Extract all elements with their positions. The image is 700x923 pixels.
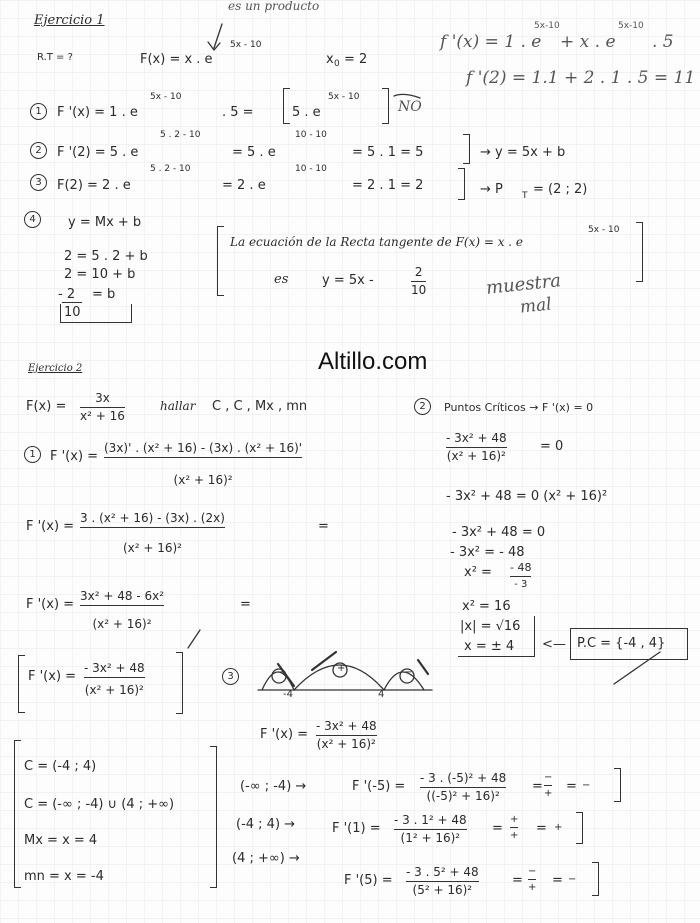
ex2-step2-num: - 3x² + 48 — [446, 431, 507, 445]
ex2-interval3-num: - 3 . 5² + 48 — [406, 865, 479, 879]
ex2-interval1-eq2: = — [566, 779, 577, 794]
ex1-step1-exp: 5x - 10 — [150, 92, 182, 102]
ex1-step1-bracket-text: 5 . e — [292, 105, 321, 120]
ex1-step4-line4: - 2 — [58, 287, 76, 302]
ex2-step1c-num: 3x² + 48 - 6x² — [80, 589, 165, 603]
ex2-interval1-den: ((-5)² + 16)² — [426, 789, 500, 804]
ex2-result-mn: mn = x = -4 — [24, 869, 104, 884]
ex2-interval3-eq: = — [512, 873, 523, 888]
ex2-interval1-lhs: F '(-5) = — [352, 779, 406, 794]
ex2-step1d-num: - 3x² + 48 — [84, 661, 145, 675]
ex1-result-frac-den: 10 — [411, 283, 427, 298]
ex1-step1-text: F '(x) = 1 . e — [57, 105, 138, 120]
ex2-interval3-sign-den: + — [528, 882, 537, 893]
ex2-step3-sign-neg: − — [276, 667, 285, 678]
ex1-step4-line2: 2 = 5 . 2 + b — [64, 249, 148, 264]
ex1-step4-line4-b: = b — [92, 287, 116, 302]
ex1-step2-text: F '(2) = 5 . e — [57, 145, 139, 160]
ex2-step2-line3: - 3x² + 48 = 0 — [452, 525, 546, 540]
ex1-step2-exp: 5 . 2 - 10 — [160, 130, 201, 140]
ex1-x0-sub: 0 — [334, 59, 340, 69]
ex2-step1c-eq: = — [240, 597, 251, 612]
ex1-step1-no: NO — [398, 99, 422, 115]
ex2-step3-tick-p4: 4 — [378, 689, 385, 700]
ex1-note-mal: mal — [518, 294, 553, 318]
ex2-sign-arc-3 — [384, 672, 424, 690]
ex2-step1c-den: (x² + 16)² — [92, 617, 152, 632]
ex2-step1b-lhs: F '(x) = — [26, 519, 75, 534]
ex1-step3-sub: T — [522, 191, 528, 201]
ex2-hallar: hallar — [160, 399, 196, 413]
ex2-interval2-sign-den: + — [510, 830, 519, 841]
ex1-note-muestra: muestra — [485, 270, 562, 299]
ex1-function: F(x) = x . e — [140, 52, 213, 67]
ex2-interval2-lhs: F '(1) = — [332, 821, 381, 836]
ex2-step2-line4: - 3x² = - 48 — [450, 545, 525, 560]
ex2-result-c2: C = (-∞ ; -4) ∪ (4 ; +∞) — [24, 797, 175, 812]
ex2-interval2: (-4 ; 4) → — [236, 817, 296, 832]
ex2-interval3-sign-num: − — [528, 866, 537, 877]
ex2-step1b-den: (x² + 16)² — [122, 541, 182, 556]
ex2-title: Ejercicio 2 — [28, 363, 83, 374]
ex1-step4-badge: 4 — [24, 211, 41, 228]
ex2-step2-line6: x² = 16 — [462, 599, 511, 614]
ex1-step3-point: = (2 ; 2) — [533, 182, 588, 197]
ex2-interval1-eq: = — [532, 779, 543, 794]
ex2-function-num: 3x — [95, 391, 110, 405]
ex2-interval3-result: − — [568, 874, 577, 885]
ex1-no-squiggle — [394, 94, 420, 98]
ex2-step1-lhs: F '(x) = — [50, 449, 99, 464]
ex1-step3-c: = 2 . 1 = 2 — [352, 178, 424, 193]
ex1-rt: R.T = ? — [37, 52, 73, 63]
ex2-step1d-lhs: F '(x) = — [28, 669, 77, 684]
ex2-step2-line5-den: - 3 — [514, 579, 528, 591]
ex1-function-exp: 5x - 10 — [230, 40, 262, 50]
ex2-interval3-den: (5² + 16)² — [412, 883, 473, 898]
ex1-note-deriv: f '(x) = 1 . e — [440, 32, 542, 52]
ex1-result-line1: La ecuación de la Recta tangente de F(x) = x . e — [230, 235, 524, 249]
ex2-step2-arrow-left: <— — [542, 637, 566, 652]
ex2-pc-slash — [614, 652, 660, 684]
ex2-result-c1: C = (-4 ; 4) — [24, 759, 97, 774]
ex1-step4-line1: y = Mx + b — [68, 215, 142, 230]
ex2-interval1-num: - 3 . (-5)² + 48 — [420, 771, 507, 785]
ex2-step2-title: Puntos Críticos → F '(x) = 0 — [444, 401, 594, 414]
ex2-interval3-lhs: F '(5) = — [344, 873, 393, 888]
ex2-step2-line8: x = ± 4 — [464, 639, 515, 654]
ex2-interval2-eq: = — [492, 821, 503, 836]
ex2-step2-line5: x² = — [464, 565, 492, 580]
ex1-step2-exp2: 10 - 10 — [295, 130, 327, 140]
ex2-step2-line2: - 3x² + 48 = 0 (x² + 16)² — [446, 489, 608, 504]
ex2-interval1-sign-den: + — [544, 788, 553, 799]
ex2-interval3: (4 ; +∞) → — [232, 851, 300, 866]
altillo-watermark: Altillo.com — [318, 348, 428, 375]
ex1-x0-val: = 2 — [344, 52, 368, 67]
ex1-step2-c: = 5 . 1 = 5 — [352, 145, 424, 160]
ex1-step4-line3: 2 = 10 + b — [64, 267, 136, 282]
ex1-result-es: es — [274, 272, 289, 287]
ex2-step1b-eq: = — [318, 519, 329, 534]
ex2-hallar-items: C , C , Mx , mn — [212, 399, 308, 414]
ex2-step3-sign-neg2: − — [404, 667, 413, 678]
ex1-step2-b: = 5 . e — [232, 145, 276, 160]
ex2-step3-f-den: (x² + 16)² — [316, 737, 376, 752]
ex1-note-deriv-exp: 5x-10 — [534, 21, 560, 31]
ex1-step3-arrow: → P — [480, 182, 503, 197]
ex2-step3-sign-pos: + — [337, 663, 346, 674]
ex2-step1-num: (3x)' . (x² + 16) - (3x) . (x² + 16)' — [104, 441, 303, 455]
ex2-interval2-den: (1² + 16)² — [400, 831, 461, 846]
ex1-note-deriv-b: + x . e — [560, 32, 616, 52]
ex1-step4-line5: 10 — [64, 305, 81, 320]
ex1-step1-badge: 1 — [30, 103, 47, 120]
ex2-step3-f-num: - 3x² + 48 — [316, 719, 377, 733]
ex2-step1-den: (x² + 16)² — [173, 473, 233, 488]
ex2-interval3-eq2: = — [552, 873, 563, 888]
ex2-interval2-sign-num: + — [510, 814, 519, 825]
ex2-interval2-result: + — [554, 822, 563, 833]
ex1-result-equation: y = 5x - — [322, 273, 374, 288]
ex1-step1-b: . 5 = — [222, 105, 254, 120]
ex1-step3-exp: 5 . 2 - 10 — [150, 164, 191, 174]
ex2-step3-tick-m4: -4 — [283, 689, 293, 700]
ex2-step2-eq: = 0 — [540, 439, 564, 454]
ex2-step1b-num: 3 . (x² + 16) - (3x) . (2x) — [80, 511, 225, 525]
ex2-interval2-num: - 3 . 1² + 48 — [394, 813, 467, 827]
ex1-step3-exp2: 10 - 10 — [295, 164, 327, 174]
ex2-step1d-den: (x² + 16)² — [84, 683, 144, 698]
ex2-function-label: F(x) = — [26, 399, 67, 414]
ex1-step1-bracket-exp: 5x - 10 — [328, 92, 360, 102]
ex1-step3-badge: 3 — [30, 174, 47, 191]
ex2-step2-den: (x² + 16)² — [446, 449, 506, 464]
ex1-note-deriv-c: . 5 — [652, 32, 674, 52]
ex2-step2-line5-num: - 48 — [510, 561, 532, 574]
ex2-interval1: (-∞ ; -4) → — [240, 779, 307, 794]
ex1-step3-b: = 2 . e — [222, 178, 266, 193]
ex2-function-den: x² + 16 — [80, 409, 125, 424]
ex1-step2-arrow: → y = 5x + b — [480, 145, 566, 160]
ex2-step1c-lhs: F '(x) = — [26, 597, 75, 612]
ex1-result-frac-num: 2 — [414, 265, 423, 279]
ex2-step2-badge: 2 — [414, 398, 431, 415]
ex2-step3-badge: 3 — [222, 668, 239, 685]
ex1-result-line1-exp: 5x - 10 — [588, 225, 620, 235]
ex2-interval1-sign-num: − — [544, 772, 553, 783]
ex2-interval1-result: − — [582, 780, 591, 791]
ex2-interval2-eq2: = — [536, 821, 547, 836]
ex1-note-product: es un producto — [228, 0, 320, 13]
ex1-note-deriv-2: f '(2) = 1.1 + 2 . 1 . 5 = 11 — [466, 68, 696, 88]
ex2-sign-arrow-down-2 — [418, 660, 428, 674]
ex1-title: Ejercicio 1 — [34, 13, 105, 28]
ex1-step2-badge: 2 — [30, 142, 47, 159]
ex2-step2-line7: |x| = √16 — [460, 619, 521, 634]
ex1-note-deriv-exp2: 5x-10 — [618, 21, 644, 31]
ex2-result-mx: Mx = x = 4 — [24, 833, 98, 848]
ex2-slash — [188, 630, 200, 648]
ex2-step2-pc: P.C = {-4 , 4} — [577, 636, 666, 651]
ex2-step1-badge: 1 — [24, 446, 41, 463]
ex2-step3-f-lhs: F '(x) = — [260, 727, 309, 742]
ex1-step3-text: F(2) = 2 . e — [57, 178, 131, 193]
ex1-x0: x — [326, 52, 334, 67]
